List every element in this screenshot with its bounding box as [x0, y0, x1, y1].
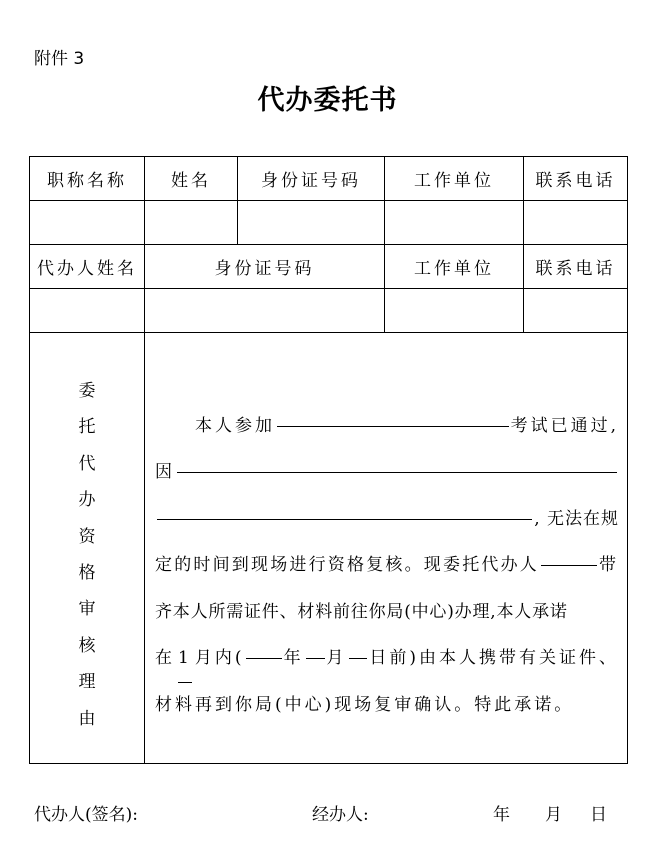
header-row-2 [30, 245, 628, 289]
document-title: 代办委托书 [257, 85, 398, 116]
body-text-segment: 在 [155, 648, 175, 669]
reason-label-cell [30, 333, 145, 764]
header-row-1 [30, 157, 628, 201]
work-unit-field[interactable] [385, 201, 524, 245]
reason-char: 由 [78, 708, 96, 729]
body-line [155, 449, 619, 496]
reason-blank-2[interactable] [157, 518, 532, 520]
reason-char: 代 [78, 453, 96, 474]
reason-char: 委 [78, 381, 96, 402]
reason-char: 资 [78, 526, 96, 547]
agent-work-unit-field[interactable] [385, 289, 524, 333]
name-field[interactable] [145, 201, 238, 245]
header-agent-phone: 联系电话 [524, 245, 628, 289]
body-line [155, 403, 619, 450]
reason-char: 格 [78, 563, 96, 583]
footer-month: 月 [545, 805, 562, 825]
body-line [155, 542, 619, 589]
reason-label [30, 359, 144, 737]
body-text-segment: 定的时间到现场进行资格复核。现委托代办人 [155, 555, 539, 576]
months-number: 1 [178, 635, 192, 683]
footer-day: 日 [590, 805, 607, 825]
proxy-form-table [29, 156, 628, 764]
handler-label: 经办人: [312, 805, 369, 825]
exam-name-blank[interactable] [277, 425, 509, 427]
agent-id-number-field[interactable] [145, 289, 385, 333]
header-agent-work-unit: 工作单位 [385, 245, 524, 289]
body-text-segment: 因 [155, 462, 175, 483]
body-text-segment: 年 [283, 648, 304, 669]
reason-char: 托 [78, 417, 96, 438]
header-name: 姓名 [145, 157, 238, 201]
reason-char: 理 [78, 672, 96, 693]
body-text-segment: 月内( [194, 648, 245, 669]
header-id-number: 身份证号码 [238, 157, 385, 201]
body-line [155, 589, 619, 636]
reason-char: 核 [78, 635, 96, 656]
body-text-segment: 考试已通过, [510, 415, 619, 436]
reason-blank-1[interactable] [177, 471, 617, 473]
header-agent-id-number: 身份证号码 [145, 245, 385, 289]
header-agent-name: 代办人姓名 [30, 245, 145, 289]
body-line [155, 682, 619, 729]
attachment-label: 附件 3 [34, 49, 85, 69]
body-text-segment: 带 [599, 555, 619, 576]
reason-char: 办 [78, 490, 96, 511]
agent-name-blank[interactable] [541, 564, 597, 566]
body-text-segment: 月 [326, 648, 347, 669]
footer-year: 年 [493, 805, 510, 825]
header-phone: 联系电话 [524, 157, 628, 201]
reason-char: 审 [78, 599, 96, 620]
month-blank[interactable] [306, 657, 325, 659]
body-line [155, 496, 619, 543]
phone-field[interactable] [524, 201, 628, 245]
header-work-unit: 工作单位 [385, 157, 524, 201]
entry-row-2 [30, 289, 628, 333]
id-number-field[interactable] [238, 201, 385, 245]
reason-row [30, 333, 628, 764]
year-blank[interactable] [246, 657, 281, 659]
agent-phone-field[interactable] [524, 289, 628, 333]
agent-name-field[interactable] [30, 289, 145, 333]
header-title-name: 职称名称 [30, 157, 145, 201]
title-name-field[interactable] [30, 201, 145, 245]
reason-body [145, 368, 627, 729]
reason-body-cell [145, 333, 628, 764]
entry-row-1 [30, 201, 628, 245]
agent-signature-label: 代办人(签名): [34, 805, 138, 825]
body-text-segment: 材料再到你局(中心)现场复审确认。特此承诺。 [155, 694, 575, 715]
body-text-segment: 日前)由本人携带有关证件、 [369, 648, 619, 669]
day-blank[interactable] [349, 657, 368, 659]
body-text-segment: 齐本人所需证件、材料前往你局(中心)办理,本人承诺 [155, 601, 568, 622]
body-text-segment: 本人参加 [195, 415, 275, 436]
body-text-segment: , 无法在规 [534, 508, 619, 529]
body-line [155, 635, 619, 682]
